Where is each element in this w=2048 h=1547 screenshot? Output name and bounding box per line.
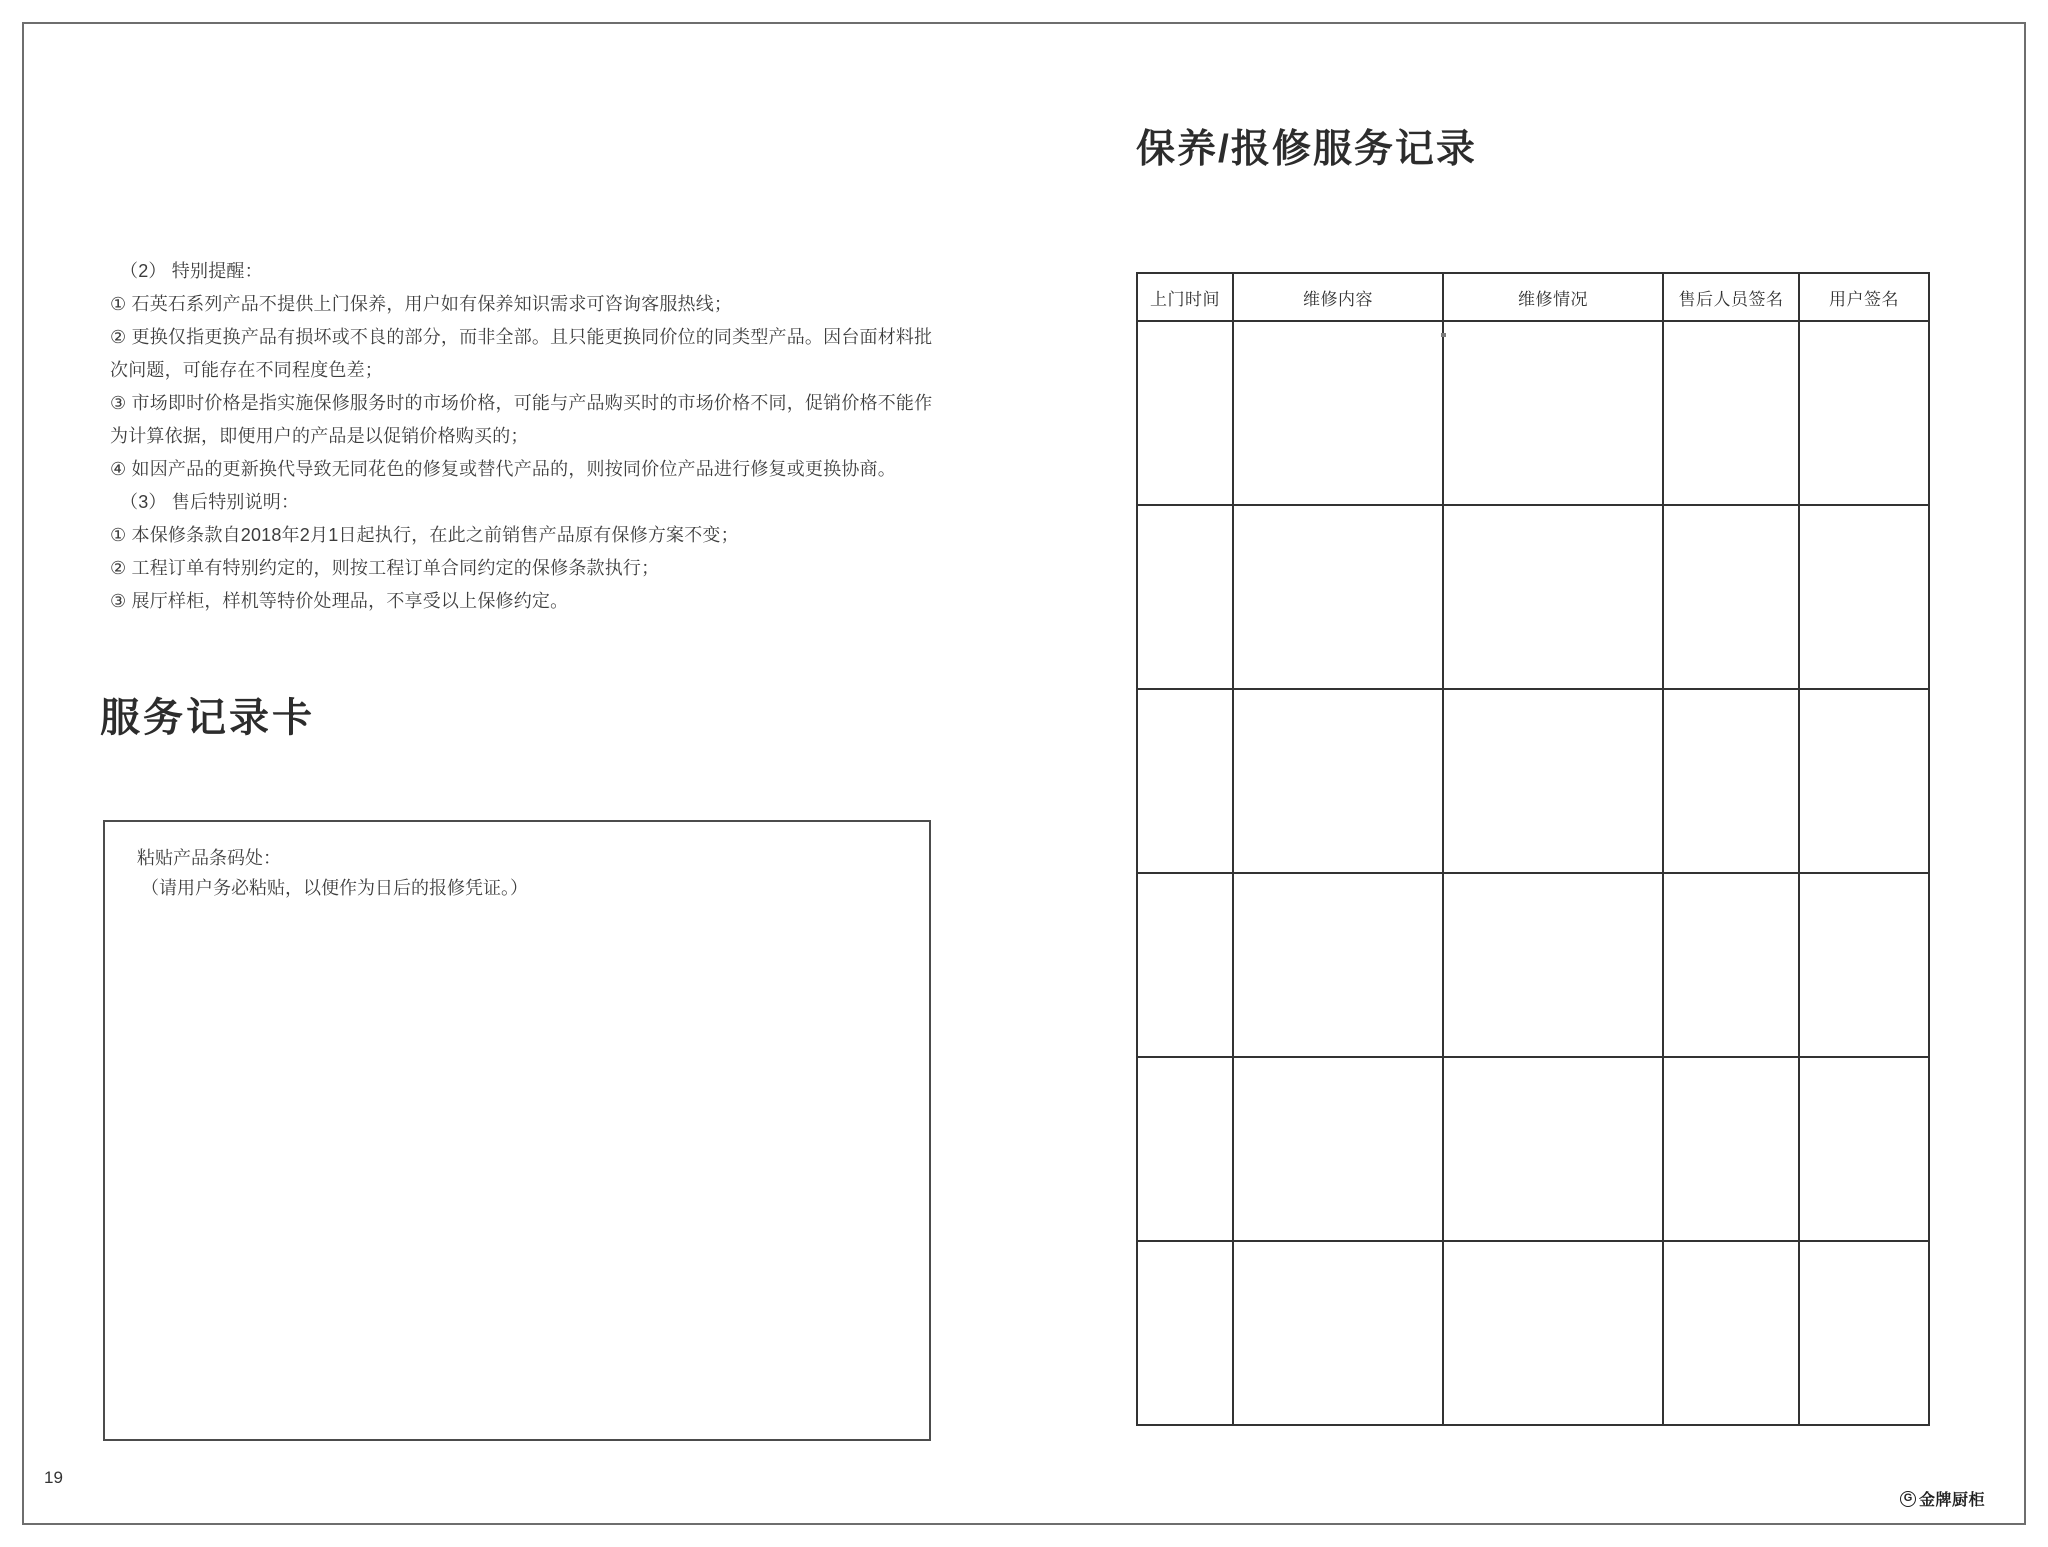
table-cell	[1233, 873, 1443, 1057]
note-heading-special-reminder: （2） 特别提醒：	[120, 261, 263, 281]
table-row	[1137, 689, 1929, 873]
table-cell	[1443, 505, 1663, 689]
header-repair-content: 维修内容	[1233, 273, 1443, 321]
note-item-2: ② 更换仅指更换产品有损坏或不良的部分，而非全部。且只能更换同价位的同类型产品。因台面材料批次问题，可能存在不同程度色差；	[110, 327, 933, 380]
table-cell	[1443, 321, 1663, 505]
header-visit-time: 上门时间	[1137, 273, 1233, 321]
table-cell	[1799, 1057, 1929, 1241]
table-cell	[1443, 1057, 1663, 1241]
table-cell	[1137, 873, 1233, 1057]
table-cell	[1663, 505, 1799, 689]
header-staff-signature: 售后人员签名	[1663, 273, 1799, 321]
maintenance-record-title: 保养/报修服务记录	[1136, 128, 1477, 171]
table-cell	[1233, 321, 1443, 505]
note-item-4: ④ 如因产品的更新换代导致无同花色的修复或替代产品的，则按同价位产品进行修复或更换协商。	[110, 459, 896, 479]
brand-logo-g-icon: G	[1900, 1491, 1916, 1507]
table-cell	[1233, 1241, 1443, 1425]
table-cell	[1799, 1241, 1929, 1425]
note-aftersales-3: ③ 展厅样柜，样机等特价处理品，不享受以上保修约定。	[110, 591, 569, 611]
service-record-table	[1136, 272, 1930, 1426]
barcode-sticker-box	[103, 820, 931, 1441]
barcode-box-label: 粘贴产品条码处：	[137, 848, 281, 868]
table-row	[1137, 505, 1929, 689]
warranty-notes-block	[110, 255, 934, 618]
table-cell	[1443, 873, 1663, 1057]
barcode-box-note: （请用户务必粘贴，以便作为日后的报修凭证。）	[141, 878, 528, 898]
table-cell	[1663, 321, 1799, 505]
service-record-card-title: 服务记录卡	[100, 696, 315, 740]
table-cell	[1443, 1241, 1663, 1425]
table-cell	[1233, 689, 1443, 873]
brand-logo	[1900, 1487, 1985, 1510]
table-cell	[1663, 1241, 1799, 1425]
table-cell	[1663, 689, 1799, 873]
table-row	[1137, 1241, 1929, 1425]
header-user-signature: 用户签名	[1799, 273, 1929, 321]
table-header-row	[1137, 273, 1929, 321]
header-repair-status: 维修情况	[1443, 273, 1663, 321]
table-row	[1137, 873, 1929, 1057]
table-cell	[1137, 1241, 1233, 1425]
table-cell	[1233, 505, 1443, 689]
table-cell	[1799, 689, 1929, 873]
table-cell	[1137, 321, 1233, 505]
page-number: 19	[44, 1468, 63, 1487]
table-cell	[1137, 1057, 1233, 1241]
note-aftersales-1: ① 本保修条款自2018年2月1日起执行，在此之前销售产品原有保修方案不变；	[110, 525, 739, 545]
print-artifact-dot	[1441, 333, 1446, 337]
table-cell	[1443, 689, 1663, 873]
table-cell	[1663, 1057, 1799, 1241]
table-cell	[1137, 689, 1233, 873]
table-cell	[1233, 1057, 1443, 1241]
note-heading-aftersales: （3） 售后特别说明：	[120, 492, 300, 512]
table-cell	[1137, 505, 1233, 689]
note-item-1: ① 石英石系列产品不提供上门保养，用户如有保养知识需求可咨询客服热线；	[110, 294, 733, 314]
note-aftersales-2: ② 工程订单有特别约定的，则按工程订单合同约定的保修条款执行；	[110, 558, 660, 578]
table-cell	[1799, 321, 1929, 505]
table-row	[1137, 1057, 1929, 1241]
table-row	[1137, 321, 1929, 505]
table-cell	[1799, 505, 1929, 689]
table-cell	[1799, 873, 1929, 1057]
table-cell	[1663, 873, 1799, 1057]
note-item-3: ③ 市场即时价格是指实施保修服务时的市场价格，可能与产品购买时的市场价格不同，促销价格不能作为计算依据，即便用户的产品是以促销价格购买的；	[110, 393, 933, 446]
brand-logo-text: 金牌厨柜	[1919, 1492, 1986, 1509]
